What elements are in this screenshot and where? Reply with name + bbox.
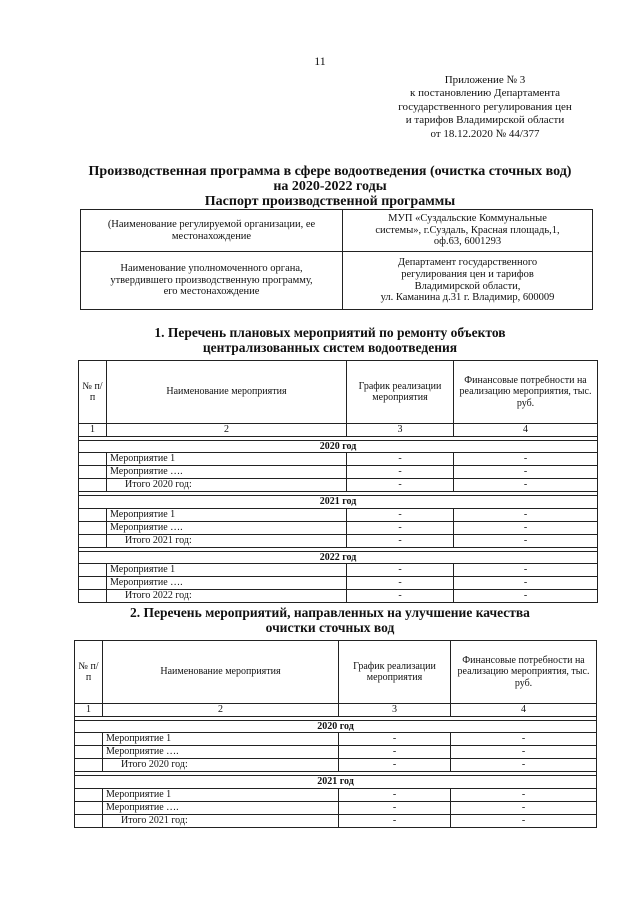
header-num: № п/п [79, 361, 107, 424]
year-row [79, 440, 598, 453]
total-row [75, 759, 597, 772]
total-row [79, 479, 598, 492]
event-finance: - [454, 564, 598, 577]
year-block [75, 716, 597, 772]
passport-label: Наименование уполномоченного органа, утвердившего производственную программу, его местонахождение [81, 252, 343, 310]
event-name: Мероприятие …. [107, 521, 347, 534]
column-numbers-row [75, 704, 597, 717]
appendix-line: к постановлению Департамента [409, 87, 561, 100]
year-label: 2020 год [75, 720, 597, 733]
section2-title-line: очистки сточных вод [265, 620, 395, 635]
total-finance: - [454, 534, 598, 547]
appendix-line: и тарифов Владимирской области [405, 114, 565, 127]
header-finance: Финансовые потребности на реализацию мероприятия, тыс. руб. [454, 361, 598, 424]
table-row [79, 508, 598, 521]
event-finance: - [454, 508, 598, 521]
event-schedule: - [339, 788, 451, 801]
total-name: Итого 2021 год: [103, 814, 339, 827]
table-row [79, 521, 598, 534]
title-line: Производственная программа в сфере водоотведения (очистка сточных вод) [88, 164, 572, 179]
year-row [75, 720, 597, 733]
header-name: Наименование мероприятия [103, 641, 339, 704]
year-label: 2021 год [75, 776, 597, 789]
event-name: Мероприятие 1 [103, 733, 339, 746]
total-finance: - [451, 814, 597, 827]
header-finance: Финансовые потребности на реализацию мероприятия, тыс. руб. [451, 641, 597, 704]
event-schedule: - [347, 577, 454, 590]
event-schedule: - [339, 801, 451, 814]
column-number: 3 [347, 424, 454, 437]
section1-title-line: централизованных систем водоотведения [202, 340, 458, 355]
document-title [60, 164, 600, 194]
event-name: Мероприятие 1 [107, 564, 347, 577]
appendix-line: государственного регулирования цен [398, 100, 572, 113]
total-schedule: - [347, 590, 454, 603]
table-row [75, 733, 597, 746]
event-schedule: - [347, 508, 454, 521]
year-row [79, 496, 598, 509]
column-number: 1 [79, 424, 107, 437]
year-label: 2020 год [79, 440, 598, 453]
total-finance: - [451, 759, 597, 772]
event-schedule: - [347, 564, 454, 577]
year-block [79, 436, 598, 492]
table-row [79, 453, 598, 466]
event-finance: - [454, 466, 598, 479]
table-header-row [75, 641, 597, 704]
table-row [75, 746, 597, 759]
event-schedule: - [347, 453, 454, 466]
event-name: Мероприятие 1 [107, 508, 347, 521]
table-row [75, 788, 597, 801]
total-schedule: - [339, 759, 451, 772]
year-label: 2022 год [79, 551, 598, 564]
table-header-row [79, 361, 598, 424]
column-numbers-row [79, 424, 598, 437]
event-finance: - [454, 577, 598, 590]
year-label: 2021 год [79, 496, 598, 509]
passport-value: Департамент государственного регулирования цен и тарифов Владимирской области, ул. Каманина д.31 г. Владимир, 600009 [343, 252, 593, 310]
section2-title-line: 2. Перечень мероприятий, направленных на улучшение качества [130, 605, 530, 620]
header-schedule: График реализации мероприятия [339, 641, 451, 704]
year-row [79, 551, 598, 564]
header-num: № п/п [75, 641, 103, 704]
header-name: Наименование мероприятия [107, 361, 347, 424]
event-finance: - [451, 788, 597, 801]
passport-row [81, 252, 593, 310]
year-block [79, 492, 598, 548]
passport-label: (Наименование регулируемой организации, ее местонахождение [81, 210, 343, 252]
year-row [75, 776, 597, 789]
total-name: Итого 2021 год: [107, 534, 347, 547]
passport-row [81, 210, 593, 252]
section2-table [74, 640, 597, 828]
event-schedule: - [347, 521, 454, 534]
total-row [75, 814, 597, 827]
total-schedule: - [339, 814, 451, 827]
column-number: 3 [339, 704, 451, 717]
column-number: 2 [103, 704, 339, 717]
appendix-line: от 18.12.2020 № 44/377 [430, 127, 540, 140]
total-schedule: - [347, 479, 454, 492]
appendix-line: Приложение № 3 [444, 74, 526, 86]
section2-title [60, 605, 600, 635]
total-name: Итого 2020 год: [103, 759, 339, 772]
event-name: Мероприятие …. [103, 746, 339, 759]
event-name: Мероприятие 1 [107, 453, 347, 466]
appendix-block [380, 74, 590, 141]
passport-title: Паспорт производственной программы [204, 194, 456, 209]
event-finance: - [451, 801, 597, 814]
table-row [79, 564, 598, 577]
column-number: 4 [454, 424, 598, 437]
event-name: Мероприятие …. [107, 577, 347, 590]
passport-table [80, 209, 593, 310]
total-schedule: - [347, 534, 454, 547]
total-name: Итого 2020 год: [107, 479, 347, 492]
event-name: Мероприятие 1 [103, 788, 339, 801]
page-number: 11 [314, 54, 326, 68]
column-number: 4 [451, 704, 597, 717]
section1-title-line: 1. Перечень плановых мероприятий по ремонту объектов [154, 325, 506, 340]
title-line: на 2020-2022 годы [273, 179, 387, 194]
table-row [79, 466, 598, 479]
total-finance: - [454, 479, 598, 492]
event-schedule: - [347, 466, 454, 479]
passport-value: МУП «Суздальские Коммунальные системы», г.Суздаль, Красная площадь,1, оф.63, 6001293 [343, 210, 593, 252]
column-number: 1 [75, 704, 103, 717]
year-block [75, 772, 597, 828]
total-name: Итого 2022 год: [107, 590, 347, 603]
year-block [79, 547, 598, 603]
event-schedule: - [339, 733, 451, 746]
column-number: 2 [107, 424, 347, 437]
event-finance: - [451, 733, 597, 746]
event-schedule: - [339, 746, 451, 759]
total-finance: - [454, 590, 598, 603]
total-row [79, 534, 598, 547]
table-row [75, 801, 597, 814]
event-finance: - [454, 521, 598, 534]
event-finance: - [451, 746, 597, 759]
section1-title [60, 325, 600, 355]
event-name: Мероприятие …. [103, 801, 339, 814]
event-name: Мероприятие …. [107, 466, 347, 479]
table-row [79, 577, 598, 590]
section1-table [78, 360, 598, 603]
header-schedule: График реализации мероприятия [347, 361, 454, 424]
total-row [79, 590, 598, 603]
event-finance: - [454, 453, 598, 466]
